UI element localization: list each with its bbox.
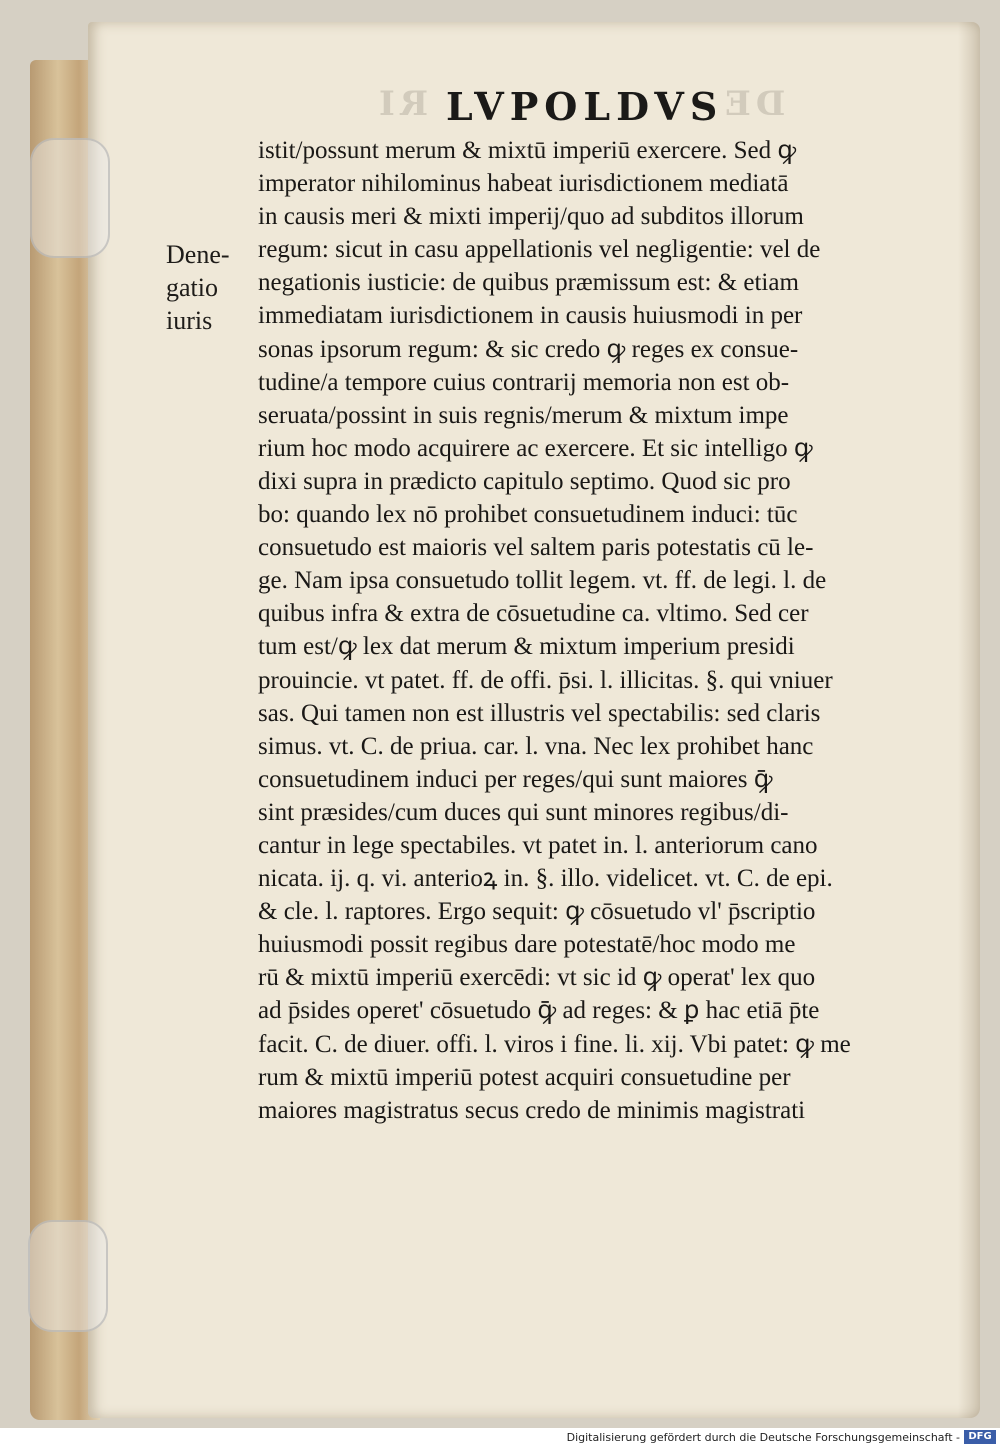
text-line: negationis iusticie: de quibus præmissum est: & etiam: [258, 269, 799, 297]
text-line: nicata. ij. q. vi. anterioꝝ in. §. illo. videlicet. vt. C. de epi.: [258, 865, 833, 893]
text-line: rium hoc modo acquirere ac exercere. Et sic intelligo ꝙ: [258, 434, 813, 462]
marginal-note-line: Dene-: [166, 240, 230, 269]
dfg-logo-icon: DFG: [964, 1430, 996, 1444]
text-line: facit. C. de diuer. offi. l. viros i fine. li. xij. Vbi patet: ꝙ me: [258, 1030, 851, 1058]
funding-credit: Digitalisierung gefördert durch die Deutsche Forschungsgemeinschaft -: [566, 1431, 960, 1444]
text-line: rum & mixtū imperiū potest acquiri consuetudine per: [258, 1063, 791, 1091]
text-line: immediatam iurisdictionem in causis huiusmodi in per: [258, 302, 803, 330]
text-line: tum est/ꝙ lex dat merum & mixtum imperium presidi: [258, 633, 795, 661]
text-line: in causis meri & mixti imperij/quo ad subditos illorum: [258, 203, 804, 231]
text-line: bo: quando lex nō prohibet consuetudinem induci: tūc: [258, 501, 798, 529]
page-header: [160, 84, 980, 134]
text-line: ge. Nam ipsa consuetudo tollit legem. vt. ff. de legi. l. de: [258, 567, 827, 595]
text-line: sint præsides/cum duces qui sunt minores regibus/di-: [258, 798, 789, 826]
text-line: imperator nihilominus habeat iurisdictionem mediatā: [258, 170, 789, 198]
text-line: consuetudinem induci per reges/qui sunt maiores ꝙ̄: [258, 765, 773, 793]
text-line: rū & mixtū imperiū exercēdi: vt sic id ꝙ operat' lex quo: [258, 964, 816, 992]
page-clip-top: [30, 138, 110, 258]
text-line: quibus infra & extra de cōsuetudine ca. vltimo. Sed cer: [258, 600, 809, 628]
page-shadow: [958, 22, 980, 1418]
text-line: ad p̄sides operet' cōsuetudo ꝙ̄ ad reges: & ꝑ hac etiā p̄te: [258, 997, 820, 1025]
marginal-note-line: iuris: [166, 306, 213, 335]
text-line: maiores magistratus secus credo de minimis magistrati: [258, 1096, 806, 1124]
bleed-through-text-right: DE: [720, 84, 786, 124]
text-line: simus. vt. C. de priua. car. l. vna. Nec lex prohibet hanc: [258, 732, 814, 760]
text-line: sas. Qui tamen non est illustris vel spectabilis: sed claris: [258, 699, 821, 727]
text-line: & cle. l. raptores. Ergo sequit: ꝙ cōsuetudo vl' p̄scriptio: [258, 898, 816, 926]
marginal-note-line: gatio: [166, 273, 218, 302]
marginal-note: [166, 238, 230, 337]
text-line: huiusmodi possit regibus dare potestatē/hoc modo me: [258, 931, 796, 959]
text-line: regum: sicut in casu appellationis vel negligentie: vel de: [258, 236, 821, 264]
text-line: cantur in lege spectabiles. vt patet in. l. anteriorum cano: [258, 831, 818, 859]
text-line: tudine/a tempore cuius contrarij memoria non est ob-: [258, 368, 790, 396]
text-line: prouincie. vt patet. ff. de offi. p̄si. l. illicitas. §. qui vniuer: [258, 666, 833, 694]
text-line: sonas ipsorum regum: & sic credo ꝙ reges ex consue-: [258, 335, 799, 363]
text-line: consuetudo est maioris vel saltem paris potestatis cū le-: [258, 534, 814, 562]
page-clip-bottom: [28, 1220, 108, 1332]
running-title: LVPOLDVS: [446, 84, 724, 129]
text-line: istit/possunt merum & mixtū imperiū exercere. Sed ꝙ: [258, 137, 797, 164]
text-line: dixi supra in prædicto capitulo septimo. Quod sic pro: [258, 467, 791, 495]
main-text-block: [258, 134, 882, 1127]
text-line: seruata/possint in suis regnis/merum & mixtum impe: [258, 401, 789, 429]
bleed-through-text-left: RI: [374, 84, 429, 124]
